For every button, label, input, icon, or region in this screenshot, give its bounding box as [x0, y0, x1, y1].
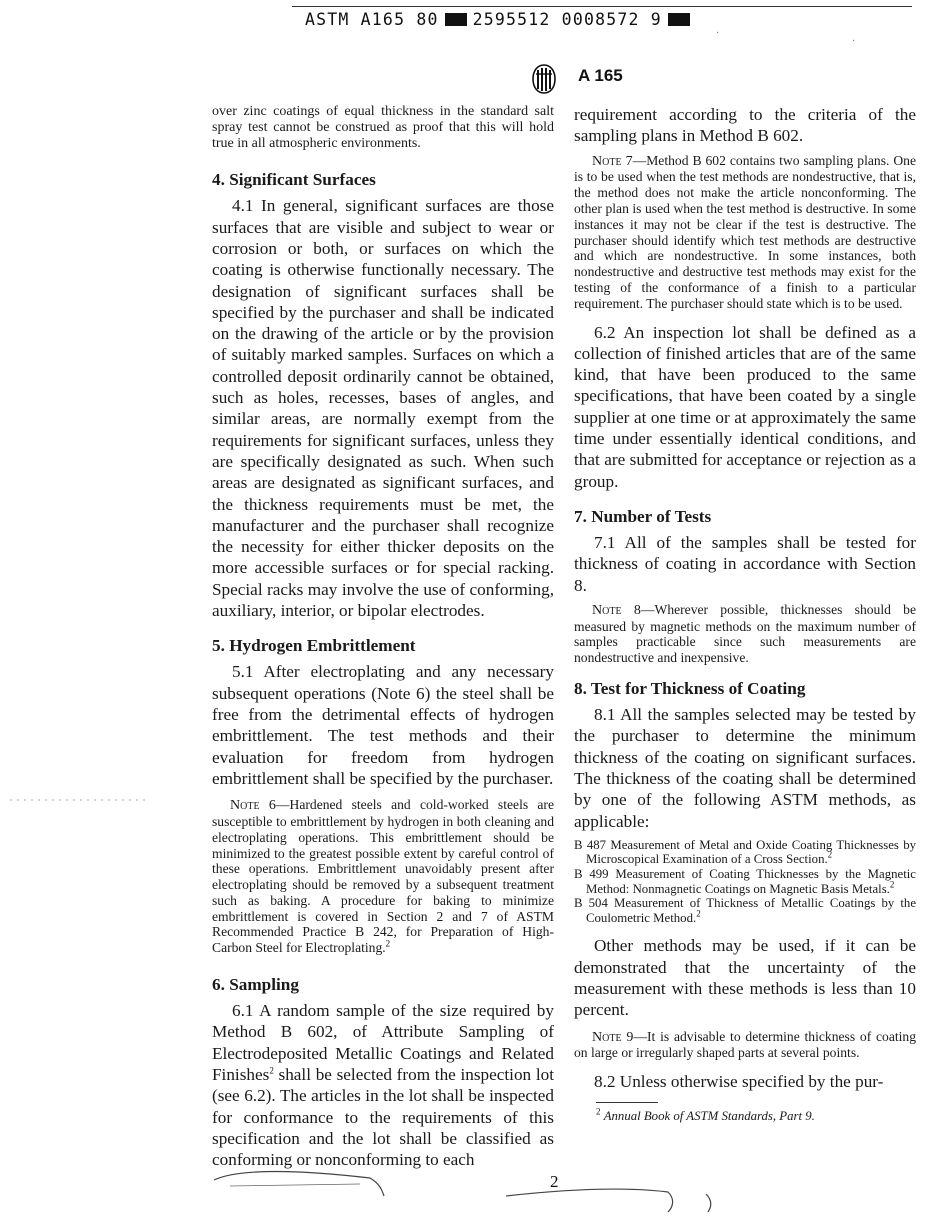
scan-speck: · — [716, 28, 720, 39]
footnote-sup: 2 — [596, 1107, 601, 1118]
note-6-label: Note 6 — [230, 798, 276, 814]
reference-text: B 504 Measurement of Thickness of Metallic Coatings by the Coulometric Method. — [574, 896, 916, 925]
section-5-1: 5.1 After electroplating and any necessary subsequent operations (Note 6) the steel shall be free from the detrimental effects of hydrogen embrittlement. The test methods and their evaluation for freedom from hydrogen embrittlement shall be specified by the purchaser. — [212, 662, 554, 788]
pen-scribble-paren — [706, 1194, 711, 1212]
page-number: 2 — [550, 1172, 559, 1191]
section-6-1-a: 6.1 A random sample of the size required by Method B 602, of Attribute Sampling of Electrodeposited Metallic Coatings and Related Finishes — [212, 1001, 554, 1084]
section-6-1-b: shall be selected from the inspection lot (see 6.2). The articles in the lot shall be inspected for conformance to the requirements of this specification and the lot shall be classified as conforming or nonconforming to each — [212, 1064, 554, 1170]
section-4-1: 4.1 In general, significant surfaces are those surfaces that are visible and subject to wear or corrosion or both, or surfaces on which the coating is otherwise functionally necessary. The designation of significant surfaces shall be specified by the purchaser and shall be indicated on the drawing of the article or by the provision of suitably marked samples. Surfaces on which a controlled deposit ordinarily cannot be obtained, such as holes, recesses, bases of angles, and similar areas, are normally exempt from the requirements for significant surfaces, unless they are specifically designated as such. When such areas are designated as significant surfaces, and the thickness requirements must be met, the manufacturer and the purchaser shall recognize the necessity for either thicker deposits on the more accessible surfaces or for special racking. Special racks may involve the use of conforming, auxiliary, interior, or bipolar electrodes. — [212, 196, 554, 621]
note-9-text: —It is advisable to determine thickness of coating on large or irregularly shaped parts at several points. — [574, 1028, 916, 1061]
scan-code-1: ASTM A165 80 — [305, 10, 439, 29]
other-methods: Other methods may be used, if it can be demonstrated that the uncertainty of the measurement with these methods is less than 10 percent. — [574, 936, 916, 1020]
intro-text: over zinc coatings of equal thickness in the standard salt spray test cannot be construed as proof that this will hold true in all atmospheric environments. — [212, 104, 554, 151]
note-9-label: Note 9 — [592, 1029, 634, 1045]
section-8-1: 8.1 All the samples selected may be tested by the purchaser to determine the minimum thickness of the coating on significant surfaces. The thickness of the coating shall be determined by one of the following ASTM methods, as applicable: — [574, 705, 916, 831]
scan-code-2: 2595512 0008572 9 — [472, 10, 662, 29]
note-6-sup: 2 — [385, 938, 391, 949]
section-6-1-sup: 2 — [269, 1065, 274, 1076]
reference-sup: 2 — [696, 908, 701, 919]
section-5-heading: 5. Hydrogen Embrittlement — [212, 636, 416, 656]
note-8-text: —Wherever possible, thicknesses should be measured by magnetic methods on the maximum number of samples practicable since such measurements are nondestructive and inexpensive. — [574, 601, 916, 666]
note-8-label: Note 8 — [592, 602, 641, 618]
reference-text: B 487 Measurement of Metal and Oxide Coating Thicknesses by Microscopical Examination of a Cross Section. — [574, 837, 916, 867]
section-6-heading: 6. Sampling — [212, 975, 299, 995]
note-6-text: —Hardened steels and cold-worked steels are susceptible to embrittlement by hydrogen in both cleaning and electroplating operations. This embrittlement should be minimized to the greatest possible extent by careful control of these operations. Embrittlement unavoidably present after electroplating should be removed by a subsequent treatment such as baking. A procedure for baking to minimize embrittlement is covered in Section 2 and 7 of ASTM Recommended Practice B 242, for Preparation of High-Carbon Steel for Electroplating. — [212, 797, 554, 956]
section-4-heading: 4. Significant Surfaces — [212, 170, 376, 190]
reference-text: B 499 Measurement of Coating Thicknesses by the Magnetic Method: Nonmagnetic Coatings on Magnetic Basis Metals. — [574, 866, 916, 896]
sampling-continuation: requirement according to the criteria of the sampling plans in Method B 602. — [574, 105, 916, 146]
reference-sup: 2 — [827, 850, 833, 861]
reference-sup: 2 — [889, 879, 895, 890]
designation: A 165 — [578, 66, 623, 85]
section-8-2: 8.2 Unless otherwise specified by the pur- — [594, 1072, 884, 1092]
section-7-heading: 7. Number of Tests — [574, 506, 712, 526]
note-7-text: —Method B 602 contains two sampling plans. One is to be used when the test methods are nondestructive, that is, the method does not make the article nonconforming. The other plan is used when the test method is destructive. In some instances it may not be clear if the test is destructive. The purchaser should identify which test methods are destructive and which are nondestructive. In some instances, both nondestructive and destructive test methods may exist for the testing of the conformance of a finish to a particular requirement. The purchaser should state which is to be used. — [574, 152, 916, 311]
pen-scribble-left-2 — [230, 1184, 360, 1186]
section-7-1: 7.1 All of the samples shall be tested for thickness of coating in accordance with Section 8. — [574, 532, 916, 595]
section-8-heading: 8. Test for Thickness of Coating — [574, 679, 806, 699]
note-7-label: Note 7 — [592, 153, 633, 169]
scan-speck: · — [852, 36, 856, 47]
section-6-2: 6.2 An inspection lot shall be defined as a collection of finished articles that are of the same kind, that have been produced to the same specifications, that have been coated by a single supplier at one time or at approximately the same time under essentially identical conditions, and that are submitted for acceptance or rejection as a group. — [574, 322, 916, 491]
footnote-text: Annual Book of ASTM Standards, Part 9. — [603, 1109, 815, 1124]
pen-scribble-right — [506, 1189, 673, 1212]
